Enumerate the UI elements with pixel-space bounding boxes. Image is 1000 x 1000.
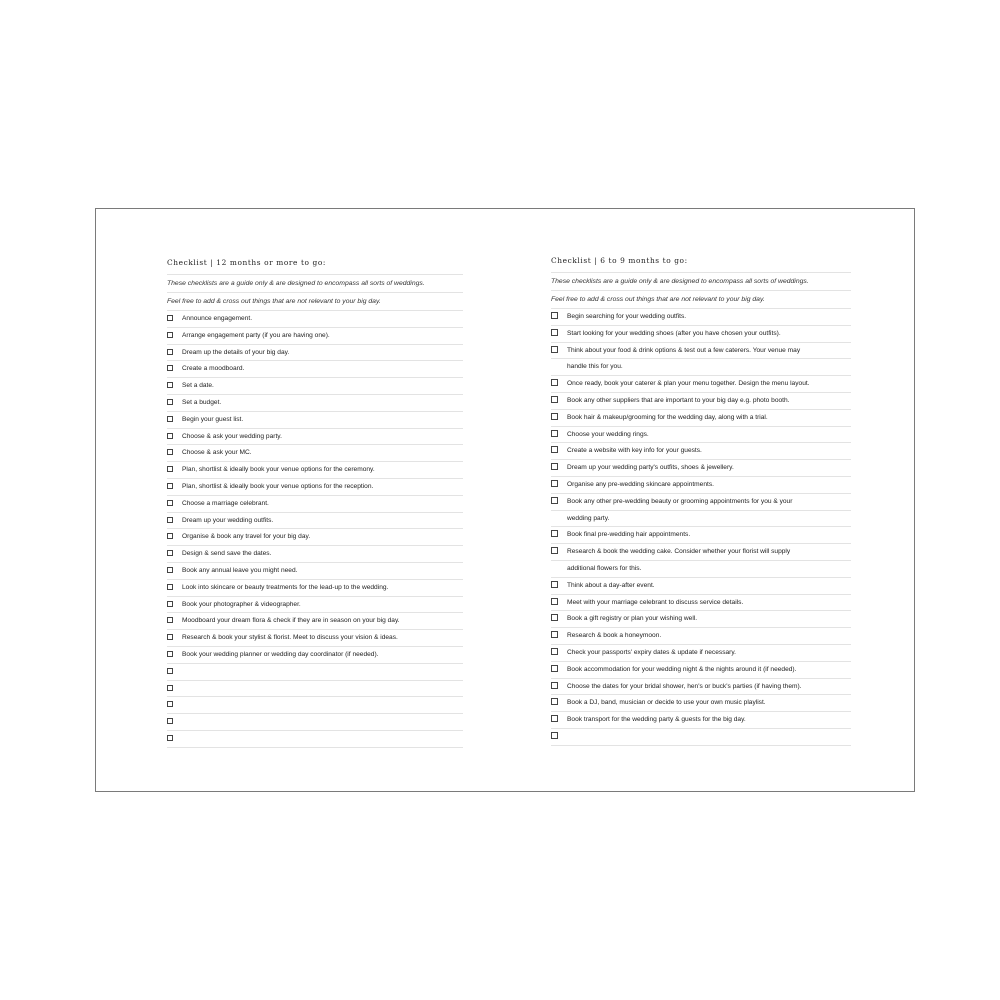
checklist-item-label: Meet with your marriage celebrant to discuss service details. [567,598,744,606]
checklist-item-label: Start looking for your wedding shoes (after you have chosen your outfits). [567,329,781,337]
checkbox[interactable] [167,685,173,691]
checklist-heading: Checklist | 6 to 9 months to go: [551,250,851,273]
checklist-item-continuation [551,359,851,376]
checklist-item-label: Research & book your stylist & florist. Meet to discuss your vision & ideas. [182,634,398,642]
checklist-item [551,494,851,511]
checklist-heading: Checklist | 12 months or more to go: [167,252,463,275]
checklist-item-label: Book transport for the wedding party & guests for the big day. [567,716,746,724]
checklist-item-label: Arrange engagement party (if you are having one). [182,331,330,339]
checklist-item-label: Dream up your wedding party's outfits, shoes & jewellery. [567,464,734,472]
checkbox[interactable] [167,701,173,707]
checkbox[interactable] [551,698,558,705]
checklist-item-label: Begin your guest list. [182,415,244,423]
checkbox[interactable] [551,682,558,689]
checklist-items [551,309,851,746]
checklist-item [167,513,463,530]
checklist-item [167,546,463,563]
checkbox[interactable] [551,497,558,504]
checkbox[interactable] [167,601,173,607]
checklist-item-label: Dream up the details of your big day. [182,348,290,356]
checklist-item [167,345,463,362]
checkbox[interactable] [167,617,173,623]
checklist-items [167,311,463,748]
checkbox[interactable] [551,732,558,739]
checklist-note: Feel free to add & cross out things that are not relevant to your big day. [551,291,851,309]
checklist-item [551,662,851,679]
checklist-item-label: Research & book the wedding cake. Consider whether your florist will supply [567,548,791,556]
checkbox[interactable] [167,718,173,724]
checklist-6-to-9-months [551,250,851,746]
checkbox[interactable] [167,483,173,489]
checklist-item-label: Announce engagement. [182,315,253,322]
checklist-item-label: Create a website with key info for your guests. [567,447,702,455]
checklist-item [167,580,463,597]
checklist-item-label: Book any other pre-wedding beauty or grooming appointments for you & your [567,497,793,505]
checklist-item [551,695,851,712]
checklist-item-label: Think about a day-after event. [567,581,655,589]
checkbox[interactable] [551,530,558,537]
checklist-12-months [167,252,463,748]
checklist-item-label: Research & book a honeymoon. [567,632,662,640]
checklist-item-label: Think about your food & drink options & test out a few caterers. Your venue may [567,346,801,354]
checklist-item [551,376,851,393]
checklist-item [551,544,851,561]
checklist-item-label: Organise any pre-wedding skincare appointments. [567,480,714,488]
checklist-item [167,328,463,345]
checklist-item [167,529,463,546]
checklist-item [551,309,851,326]
checklist-item-label: Organise & book any travel for your big day. [182,533,311,541]
checklist-item-label: Choose & ask your MC. [182,449,252,457]
checklist-item-label: Look into skincare or beauty treatments for the lead-up to the wedding. [182,583,389,591]
checkbox[interactable] [167,550,173,556]
checkbox[interactable] [167,634,173,640]
checklist-item-label: Book your photographer & videographer. [182,600,301,608]
checklist-item [167,361,463,378]
checkbox[interactable] [167,466,173,472]
checklist-item [551,410,851,427]
checklist-item [551,712,851,729]
checklist-item-label: Moodboard your dream flora & check if they are in season on your big day. [182,617,400,625]
checkbox[interactable] [167,315,173,321]
checklist-item-label: wedding party. [567,514,610,522]
checkbox[interactable] [551,329,558,336]
checklist-item-label: Create a moodboard. [182,365,245,373]
checklist-item [167,395,463,412]
checklist-item [167,714,463,731]
checklist-item [551,527,851,544]
checkbox[interactable] [167,332,173,338]
checkbox[interactable] [551,648,558,655]
checkbox[interactable] [167,382,173,388]
checkbox[interactable] [167,349,173,355]
checklist-item-continuation [551,561,851,578]
checklist-item [551,326,851,343]
checklist-spread [95,208,915,792]
checkbox[interactable] [551,547,558,554]
checkbox[interactable] [167,433,173,439]
checklist-item [167,664,463,681]
checklist-item-label: Plan, shortlist & ideally book your venue options for the reception. [182,482,374,490]
checklist-item [551,477,851,494]
checklist-item [551,343,851,360]
checklist-item-label: Choose your wedding rings. [567,430,649,438]
checklist-item [167,445,463,462]
checklist-item [167,697,463,714]
checkbox[interactable] [167,584,173,590]
checklist-item [167,462,463,479]
checklist-item [167,613,463,630]
checkbox[interactable] [551,581,558,588]
checklist-item-label: Book final pre-wedding hair appointments. [567,531,691,539]
checklist-item [167,647,463,664]
checklist-item-label: Set a date. [182,382,214,390]
checklist-item-label: Begin searching for your wedding outfits. [567,313,687,320]
checkbox[interactable] [167,651,173,657]
checklist-item [167,429,463,446]
checkbox[interactable] [167,668,173,674]
checklist-item-label: Book a DJ, band, musician or decide to use your own music playlist. [567,699,766,707]
checklist-item [167,630,463,647]
checkbox[interactable] [551,598,558,605]
checklist-item-label: Book your wedding planner or wedding day coordinator (if needed). [182,650,379,658]
checkbox[interactable] [551,379,558,386]
checklist-note: These checklists are a guide only & are designed to encompass all sorts of weddings. [167,275,463,293]
checklist-item [551,729,851,746]
checklist-item-label: Design & send save the dates. [182,550,272,558]
checklist-item [551,460,851,477]
checklist-item [551,628,851,645]
checklist-item [167,311,463,328]
checkbox[interactable] [551,631,558,638]
checklist-item [551,611,851,628]
checkbox[interactable] [551,346,558,353]
checkbox[interactable] [167,567,173,573]
checkbox[interactable] [167,416,173,422]
checklist-item [551,393,851,410]
checkbox[interactable] [551,413,558,420]
checklist-item-label: Book accommodation for your wedding night & the nights around it (if needed). [567,665,797,673]
checklist-item-label: Book a gift registry or plan your wishing well. [567,615,698,623]
checkbox[interactable] [551,312,558,319]
checkbox[interactable] [551,480,558,487]
checklist-item [167,731,463,748]
checkbox[interactable] [167,365,173,371]
checklist-item-label: Choose & ask your wedding party. [182,432,282,440]
checklist-item-label: Check your passports' expiry dates & update if necessary. [567,648,736,656]
checklist-item-label: Set a budget. [182,398,222,406]
checklist-item-label: handle this for you. [567,363,623,371]
checklist-item-label: Dream up your wedding outfits. [182,516,274,524]
checkbox[interactable] [551,396,558,403]
checkbox[interactable] [167,449,173,455]
checklist-item [167,597,463,614]
checklist-item-label: Choose the dates for your bridal shower, hen's or buck's parties (if having them). [567,682,802,690]
checklist-item-continuation [551,511,851,528]
checkbox[interactable] [167,533,173,539]
checkbox[interactable] [551,463,558,470]
checklist-item [551,679,851,696]
checklist-item-label: Once ready, book your caterer & plan your menu together. Design the menu layout. [567,380,810,388]
checklist-item-label: Book any annual leave you might need. [182,566,298,574]
checkbox[interactable] [551,665,558,672]
checklist-item [551,595,851,612]
checklist-item-label: Plan, shortlist & ideally book your venue options for the ceremony. [182,466,375,474]
checkbox[interactable] [551,446,558,453]
checklist-note: These checklists are a guide only & are designed to encompass all sorts of weddings. [551,273,851,291]
checkbox[interactable] [551,430,558,437]
checkbox[interactable] [551,614,558,621]
checklist-item [551,443,851,460]
checklist-item [167,563,463,580]
checkbox[interactable] [167,500,173,506]
checklist-item [167,378,463,395]
checklist-item [551,427,851,444]
checkbox[interactable] [167,517,173,523]
checklist-item [551,645,851,662]
checklist-item-label: Choose a marriage celebrant. [182,499,269,507]
checklist-note: Feel free to add & cross out things that are not relevant to your big day. [167,293,463,311]
checklist-item [167,412,463,429]
checklist-item [551,578,851,595]
checkbox[interactable] [167,735,173,741]
checkbox[interactable] [167,399,173,405]
checklist-item [167,681,463,698]
checkbox[interactable] [551,715,558,722]
checklist-item [167,479,463,496]
checklist-item [167,496,463,513]
checklist-item-label: additional flowers for this. [567,564,642,572]
checklist-item-label: Book hair & makeup/grooming for the wedding day, along with a trial. [567,413,768,421]
checklist-item-label: Book any other suppliers that are important to your big day e.g. photo booth. [567,396,790,404]
